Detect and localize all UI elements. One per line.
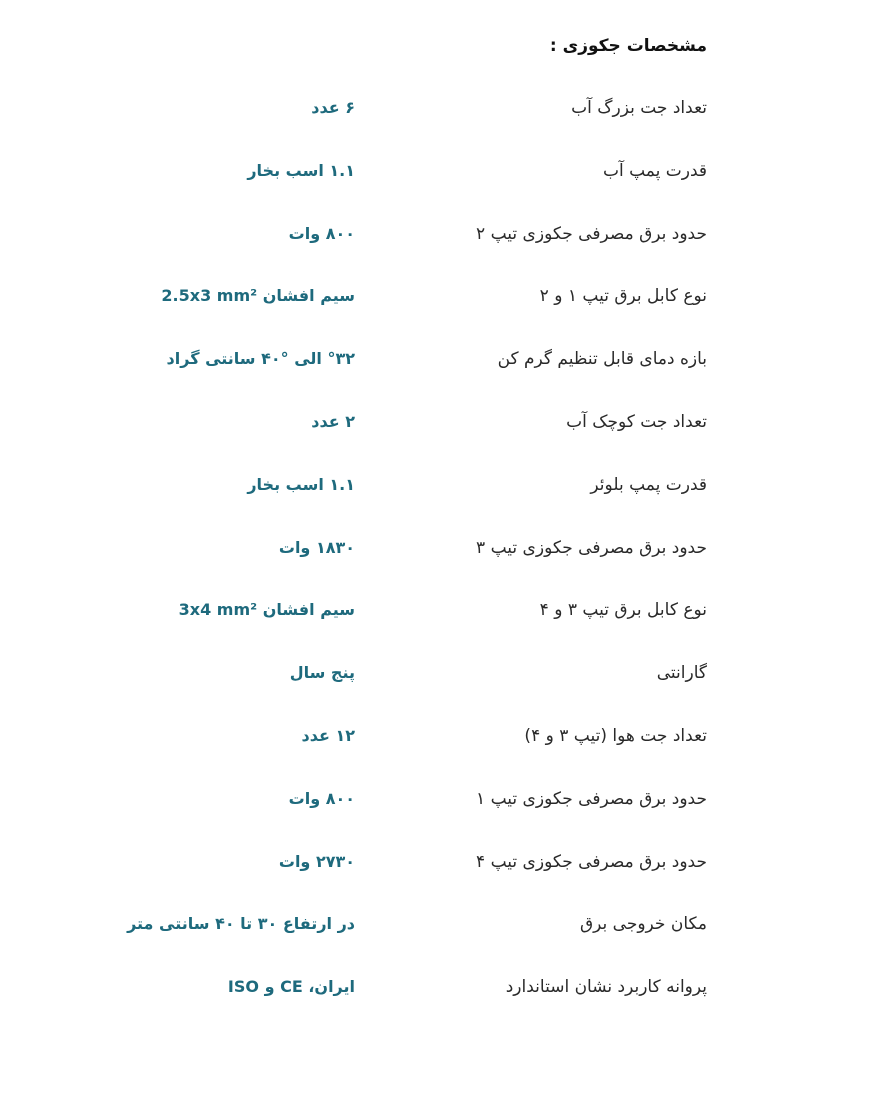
spec-label: تعداد جت بزرگ آب — [571, 98, 707, 118]
spec-value: °۳۲ الی °۴۰ سانتی گراد — [166, 349, 355, 369]
spec-label: حدود برق مصرفی جکوزی تیپ ۱ — [476, 788, 707, 809]
spec-table — [0, 88, 870, 1030]
spec-value: سیم افشان 2.5x3 mm² — [161, 286, 355, 306]
spec-label: نوع کابل برق تیپ ۱ و ۲ — [539, 286, 707, 307]
spec-label: نوع کابل برق تیپ ۳ و ۴ — [539, 600, 707, 621]
spec-row — [0, 716, 870, 779]
spec-row — [0, 779, 870, 842]
spec-label: پروانه کاربرد نشان استاندارد — [505, 977, 707, 998]
spec-label: حدود برق مصرفی جکوزی تیپ ۲ — [476, 223, 707, 244]
spec-row — [0, 88, 870, 151]
spec-value: ۲۷۳۰ وات — [278, 851, 355, 871]
spec-label: حدود برق مصرفی جکوزی تیپ ۴ — [476, 851, 707, 872]
spec-value: ۶ عدد — [311, 98, 355, 117]
spec-label: حدود برق مصرفی جکوزی تیپ ۳ — [476, 537, 707, 558]
spec-value: ۸۰۰ وات — [288, 788, 355, 808]
spec-row — [0, 842, 870, 905]
spec-row — [0, 904, 870, 967]
spec-row — [0, 590, 870, 653]
spec-row — [0, 276, 870, 339]
spec-value: ۸۰۰ وات — [288, 223, 355, 243]
spec-row — [0, 151, 870, 214]
spec-value: در ارتفاع ۳۰ تا ۴۰ سانتی متر — [127, 914, 355, 934]
spec-label: گارانتی — [656, 663, 707, 684]
spec-label: قدرت پمپ آب — [602, 160, 707, 181]
spec-label: قدرت پمپ بلوئر — [590, 474, 707, 495]
spec-row — [0, 967, 870, 1030]
spec-value: ایران، CE و ISO — [227, 977, 355, 997]
spec-value: ۱۲ عدد — [301, 725, 355, 745]
spec-value: ۱۸۳۰ وات — [278, 537, 355, 557]
spec-row — [0, 653, 870, 716]
spec-label: تعداد جت کوچک آب — [566, 411, 707, 432]
spec-row — [0, 214, 870, 277]
spec-value: ۲ عدد — [311, 411, 355, 431]
spec-row — [0, 402, 870, 465]
spec-row — [0, 465, 870, 528]
spec-value: ۱.۱ اسب بخار — [247, 160, 355, 180]
spec-title: مشخصات جکوزی : — [549, 36, 707, 56]
spec-label: تعداد جت هوا (تیپ ۳ و ۴) — [524, 725, 707, 746]
spec-label: بازه دمای قابل تنظیم گرم کن — [497, 349, 707, 370]
spec-value: پنج سال — [289, 663, 355, 683]
spec-label: مکان خروجی برق — [579, 914, 707, 935]
spec-value: سیم افشان 3x4 mm² — [178, 600, 355, 620]
spec-row — [0, 339, 870, 402]
spec-value: ۱.۱ اسب بخار — [247, 474, 355, 494]
spec-row — [0, 528, 870, 591]
